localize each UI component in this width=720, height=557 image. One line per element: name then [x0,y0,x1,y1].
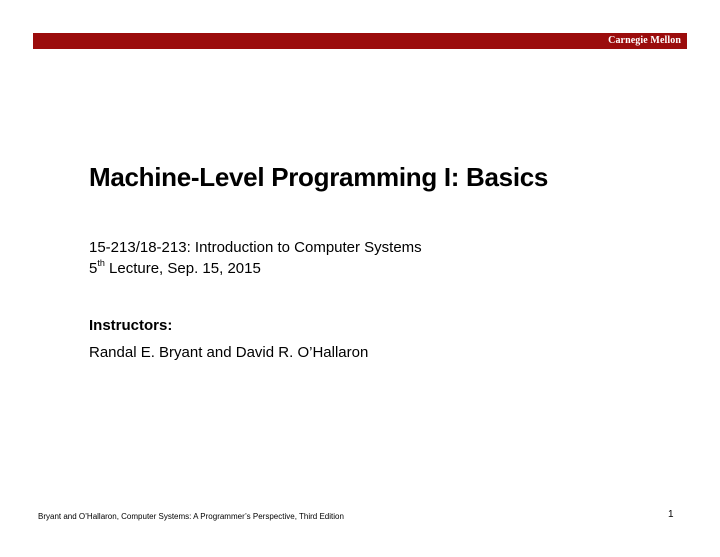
lecture-number: 5 [89,260,98,277]
page-number: 1 [668,509,674,520]
institution-name: Carnegie Mellon [608,35,681,46]
course-name: 15-213/18-213: Introduction to Computer Systems [89,239,422,256]
slide-title: Machine-Level Programming I: Basics [89,162,549,192]
header-bar [33,33,687,49]
instructors-names: Randal E. Bryant and David R. O’Hallaron [89,344,369,361]
lecture-date: Lecture, Sep. 15, 2015 [104,260,261,277]
lecture-ordinal-suffix: th [97,258,105,268]
lecture-info [89,259,261,279]
instructors-label: Instructors: [89,317,173,334]
footer-citation: Bryant and O’Hallaron, Computer Systems: A Programmer’s Perspective, Third Edition [38,512,344,521]
